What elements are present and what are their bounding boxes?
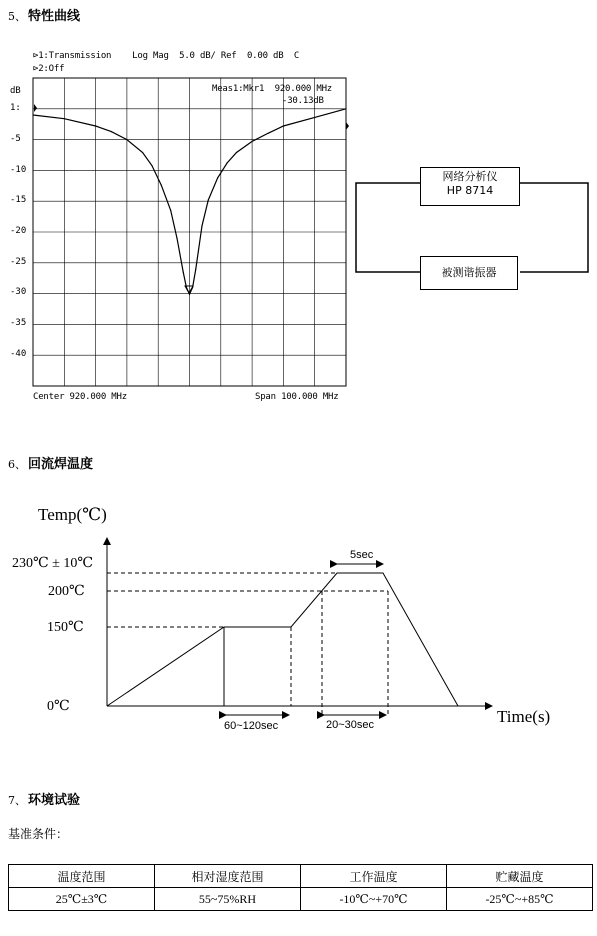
header-temp-range: 温度范围	[9, 865, 155, 888]
table-row	[9, 888, 593, 911]
rf-trace-point	[95, 125, 96, 126]
rf-trace-point	[161, 185, 162, 186]
rf-trace-point	[236, 152, 237, 153]
rf-ytick: 1:	[10, 103, 21, 113]
cell-humidity-range: 55~75%RH	[155, 888, 301, 911]
temp-150-label: 150℃	[47, 620, 84, 635]
ref-left-arrow-icon	[34, 104, 37, 112]
section-6-title: 回流焊温度	[28, 457, 94, 472]
reflow-profile-line	[107, 573, 458, 706]
rf-trace-point	[252, 141, 253, 142]
rf-trace-point	[151, 165, 152, 166]
section-7-number: 7、	[8, 794, 26, 807]
rf-trace-point	[217, 177, 218, 178]
temp-200-label: 200℃	[48, 584, 85, 599]
rf-trace-point	[345, 108, 346, 109]
rf-ytick: -10	[10, 165, 27, 175]
temp-230-label: 230℃ ± 10℃	[12, 556, 94, 571]
rf-trace-point	[183, 271, 184, 272]
resonator-under-test-box	[420, 256, 518, 290]
section-5-title: 特性曲线	[28, 9, 81, 24]
cell-storage-temp: -25℃~+85℃	[447, 888, 593, 911]
cell-temp-range: 25℃±3℃	[9, 888, 155, 911]
rf-ytick: -30	[10, 287, 27, 297]
rf-ytick: -40	[10, 349, 27, 359]
rf-trace-point	[201, 225, 202, 226]
section-6-number: 6、	[8, 458, 26, 471]
right-connection-line	[520, 183, 588, 272]
rf-trace-point	[195, 268, 196, 269]
rf-header-line2: ⊳2:Off	[33, 64, 65, 74]
preheat-duration-label: 60~120sec	[224, 720, 279, 732]
basis-conditions-label: 基准条件：	[8, 827, 69, 841]
analyzer-model: HP 8714	[446, 184, 494, 197]
rf-header-line1: ⊳1:Transmission Log Mag 5.0 dB/ Ref 0.00 dB C	[33, 51, 300, 61]
rf-footer-span: Span 100.000 MHz	[255, 392, 339, 402]
rf-trace-point	[64, 118, 65, 119]
rf-trace-point	[176, 238, 177, 239]
rf-grid	[33, 78, 346, 386]
rf-trace-point	[208, 199, 209, 200]
header-storage-temp: 贮藏温度	[447, 865, 593, 888]
resonator-label: 被测谐振器	[441, 266, 497, 279]
section-5-number: 5、	[8, 10, 26, 23]
time-axis-label: Time(s)	[497, 707, 551, 726]
rf-trace-point	[267, 133, 268, 134]
rf-trace-point	[111, 131, 112, 132]
rf-trace-point	[126, 139, 127, 140]
section-7-heading	[8, 789, 80, 808]
environment-table	[8, 864, 593, 911]
peak-duration-label: 5sec	[350, 549, 374, 561]
rf-trace-point	[32, 114, 33, 115]
left-connection-line	[356, 183, 420, 272]
rf-unit-label: dB	[10, 86, 21, 96]
section-7-title: 环境试验	[28, 793, 81, 808]
temp-0-label: 0℃	[47, 699, 70, 714]
rf-ytick: -25	[10, 257, 27, 267]
rf-ytick: -5	[10, 134, 21, 144]
section-6-heading	[8, 453, 93, 472]
rf-marker-line2: -30.13dB	[282, 96, 324, 106]
reflow-duration-label: 20~30sec	[326, 719, 375, 731]
header-humidity-range: 相对湿度范围	[155, 865, 301, 888]
rf-trace-point	[283, 125, 284, 126]
rf-ytick: -15	[10, 195, 27, 205]
rf-trace-point	[226, 162, 227, 163]
rf-marker-line1: Meas1:Mkr1 920.000 MHz	[212, 84, 333, 94]
rf-trace-point	[314, 117, 315, 118]
ref-arrow-icon	[346, 122, 349, 130]
cell-operating-temp: -10℃~+70℃	[301, 888, 447, 911]
rf-trace-point	[170, 210, 171, 211]
rf-trace-point	[142, 152, 143, 153]
table-header-row	[9, 865, 593, 888]
rf-ytick: -20	[10, 226, 27, 236]
rf-footer-center: Center 920.000 MHz	[33, 392, 127, 402]
temp-axis-label: Temp(℃)	[38, 505, 107, 524]
network-analyzer-box	[420, 167, 520, 206]
analyzer-name: 网络分析仪	[442, 170, 498, 183]
rf-ytick: -35	[10, 318, 27, 328]
header-operating-temp: 工作温度	[301, 865, 447, 888]
